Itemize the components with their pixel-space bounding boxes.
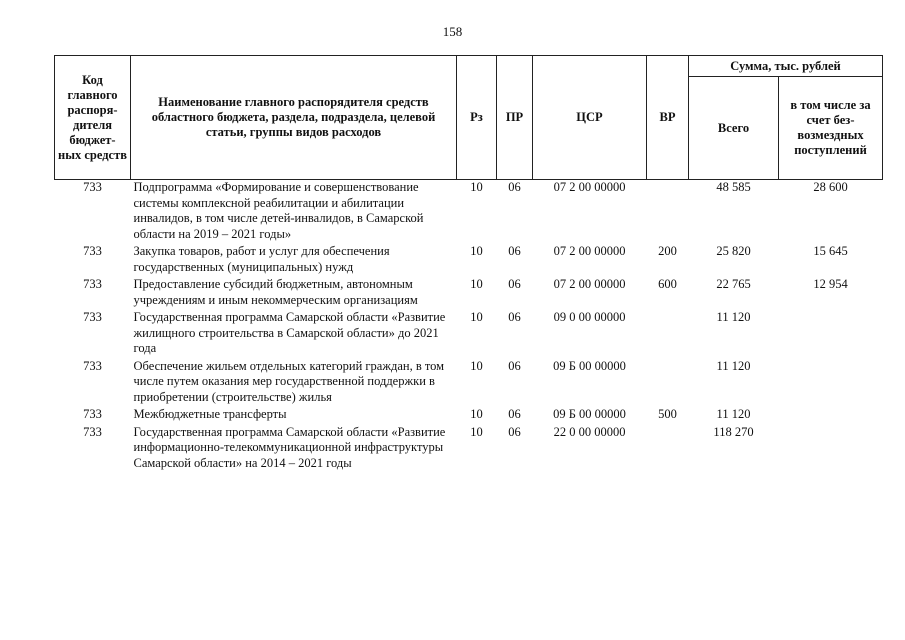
cell-name: Межбюджетные трансферты (133, 407, 287, 421)
cell-pr: 06 (508, 310, 521, 324)
cell-total: 11 120 (716, 310, 751, 324)
cell-total: 25 820 (716, 244, 751, 258)
cell-csr: 09 Б 00 00000 (553, 358, 626, 373)
cell-code: 733 (83, 277, 102, 291)
cell-pr: 06 (508, 244, 521, 258)
table-row (55, 277, 883, 310)
cell-pr: 06 (508, 180, 521, 194)
cell-total: 48 585 (716, 180, 751, 194)
cell-free: 28 600 (813, 180, 848, 194)
cell-name: Обеспечение жильем отдельных категорий граждан, в том числе путем оказания мер государственной поддержки в приобретении (строительстве) жилья (133, 358, 445, 404)
cell-free: 15 645 (813, 244, 848, 258)
cell-vr: 200 (658, 244, 677, 258)
cell-csr: 22 0 00 00000 (553, 424, 626, 439)
header-code: Код главного распоря-дителя бюджет-ных средств (55, 56, 131, 180)
cell-total: 118 270 (713, 424, 754, 439)
cell-name: Государственная программа Самарской области «Развитие информационно-телекоммуникационной инфраструктуры Самарской области» на 2014 – 2021 годы (133, 424, 446, 470)
cell-name: Закупка товаров, работ и услуг для обеспечения государственных (муниципальных) нужд (133, 244, 390, 274)
cell-pr: 06 (508, 407, 521, 421)
cell-total: 11 120 (716, 407, 751, 421)
cell-rz: 10 (470, 310, 483, 324)
cell-free: 12 954 (813, 277, 848, 291)
cell-name: Предоставление субсидий бюджетным, автономным учреждениям и иным некоммерческим организациям (133, 277, 418, 307)
cell-csr: 09 Б 00 00000 (553, 407, 626, 421)
header-sum: Сумма, тыс. рублей (689, 56, 883, 77)
cell-rz: 10 (470, 180, 483, 194)
cell-pr: 06 (508, 358, 521, 373)
table-row (55, 244, 883, 277)
cell-vr (647, 359, 689, 408)
header-rz: Рз (457, 56, 497, 180)
cell-code: 733 (83, 424, 102, 439)
cell-rz: 10 (470, 277, 483, 291)
table-row (55, 425, 883, 474)
header-total: Всего (689, 77, 779, 180)
cell-vr (647, 310, 689, 359)
table-row (55, 180, 883, 245)
cell-code: 733 (83, 180, 102, 194)
cell-rz: 10 (470, 407, 483, 421)
cell-code: 733 (83, 358, 102, 373)
cell-vr (647, 180, 689, 245)
cell-code: 733 (83, 310, 102, 324)
header-name: Наименование главного распорядителя средств областного бюджета, раздела, подраздела, целевой статьи, группы видов расходов (131, 56, 457, 180)
cell-rz: 10 (470, 244, 483, 258)
cell-vr: 600 (658, 277, 677, 291)
cell-rz: 10 (470, 358, 483, 373)
cell-total: 22 765 (716, 277, 751, 291)
header-free: в том числе за счет без-возмездных поступлений (779, 77, 883, 180)
cell-free (779, 407, 883, 425)
cell-free (779, 310, 883, 359)
cell-vr (647, 425, 689, 474)
budget-table (54, 55, 883, 473)
table-row (55, 310, 883, 359)
cell-code: 733 (83, 407, 102, 421)
cell-name: Государственная программа Самарской области «Развитие жилищного строительства в Самарской области» до 2021 года (133, 310, 446, 355)
cell-vr: 500 (658, 407, 677, 421)
cell-csr: 09 0 00 00000 (553, 310, 626, 324)
cell-csr: 07 2 00 00000 (553, 244, 626, 258)
cell-csr: 07 2 00 00000 (553, 277, 626, 291)
header-csr: ЦСР (533, 56, 647, 180)
cell-csr: 07 2 00 00000 (553, 180, 626, 194)
cell-pr: 06 (508, 424, 521, 439)
cell-rz: 10 (470, 424, 483, 439)
cell-name: Подпрограмма «Формирование и совершенствование системы комплексной реабилитации и абилитации инвалидов, в том числе детей-инвалидов, в Самарской области на 2019 – 2021 годы» (133, 180, 424, 241)
header-vr: ВР (647, 56, 689, 180)
table-row (55, 359, 883, 408)
cell-free (779, 425, 883, 474)
cell-free (779, 359, 883, 408)
cell-code: 733 (83, 244, 102, 258)
table-row (55, 407, 883, 425)
cell-pr: 06 (508, 277, 521, 291)
cell-total: 11 120 (716, 358, 751, 373)
header-pr: ПР (497, 56, 533, 180)
page-number: 158 (442, 24, 463, 39)
